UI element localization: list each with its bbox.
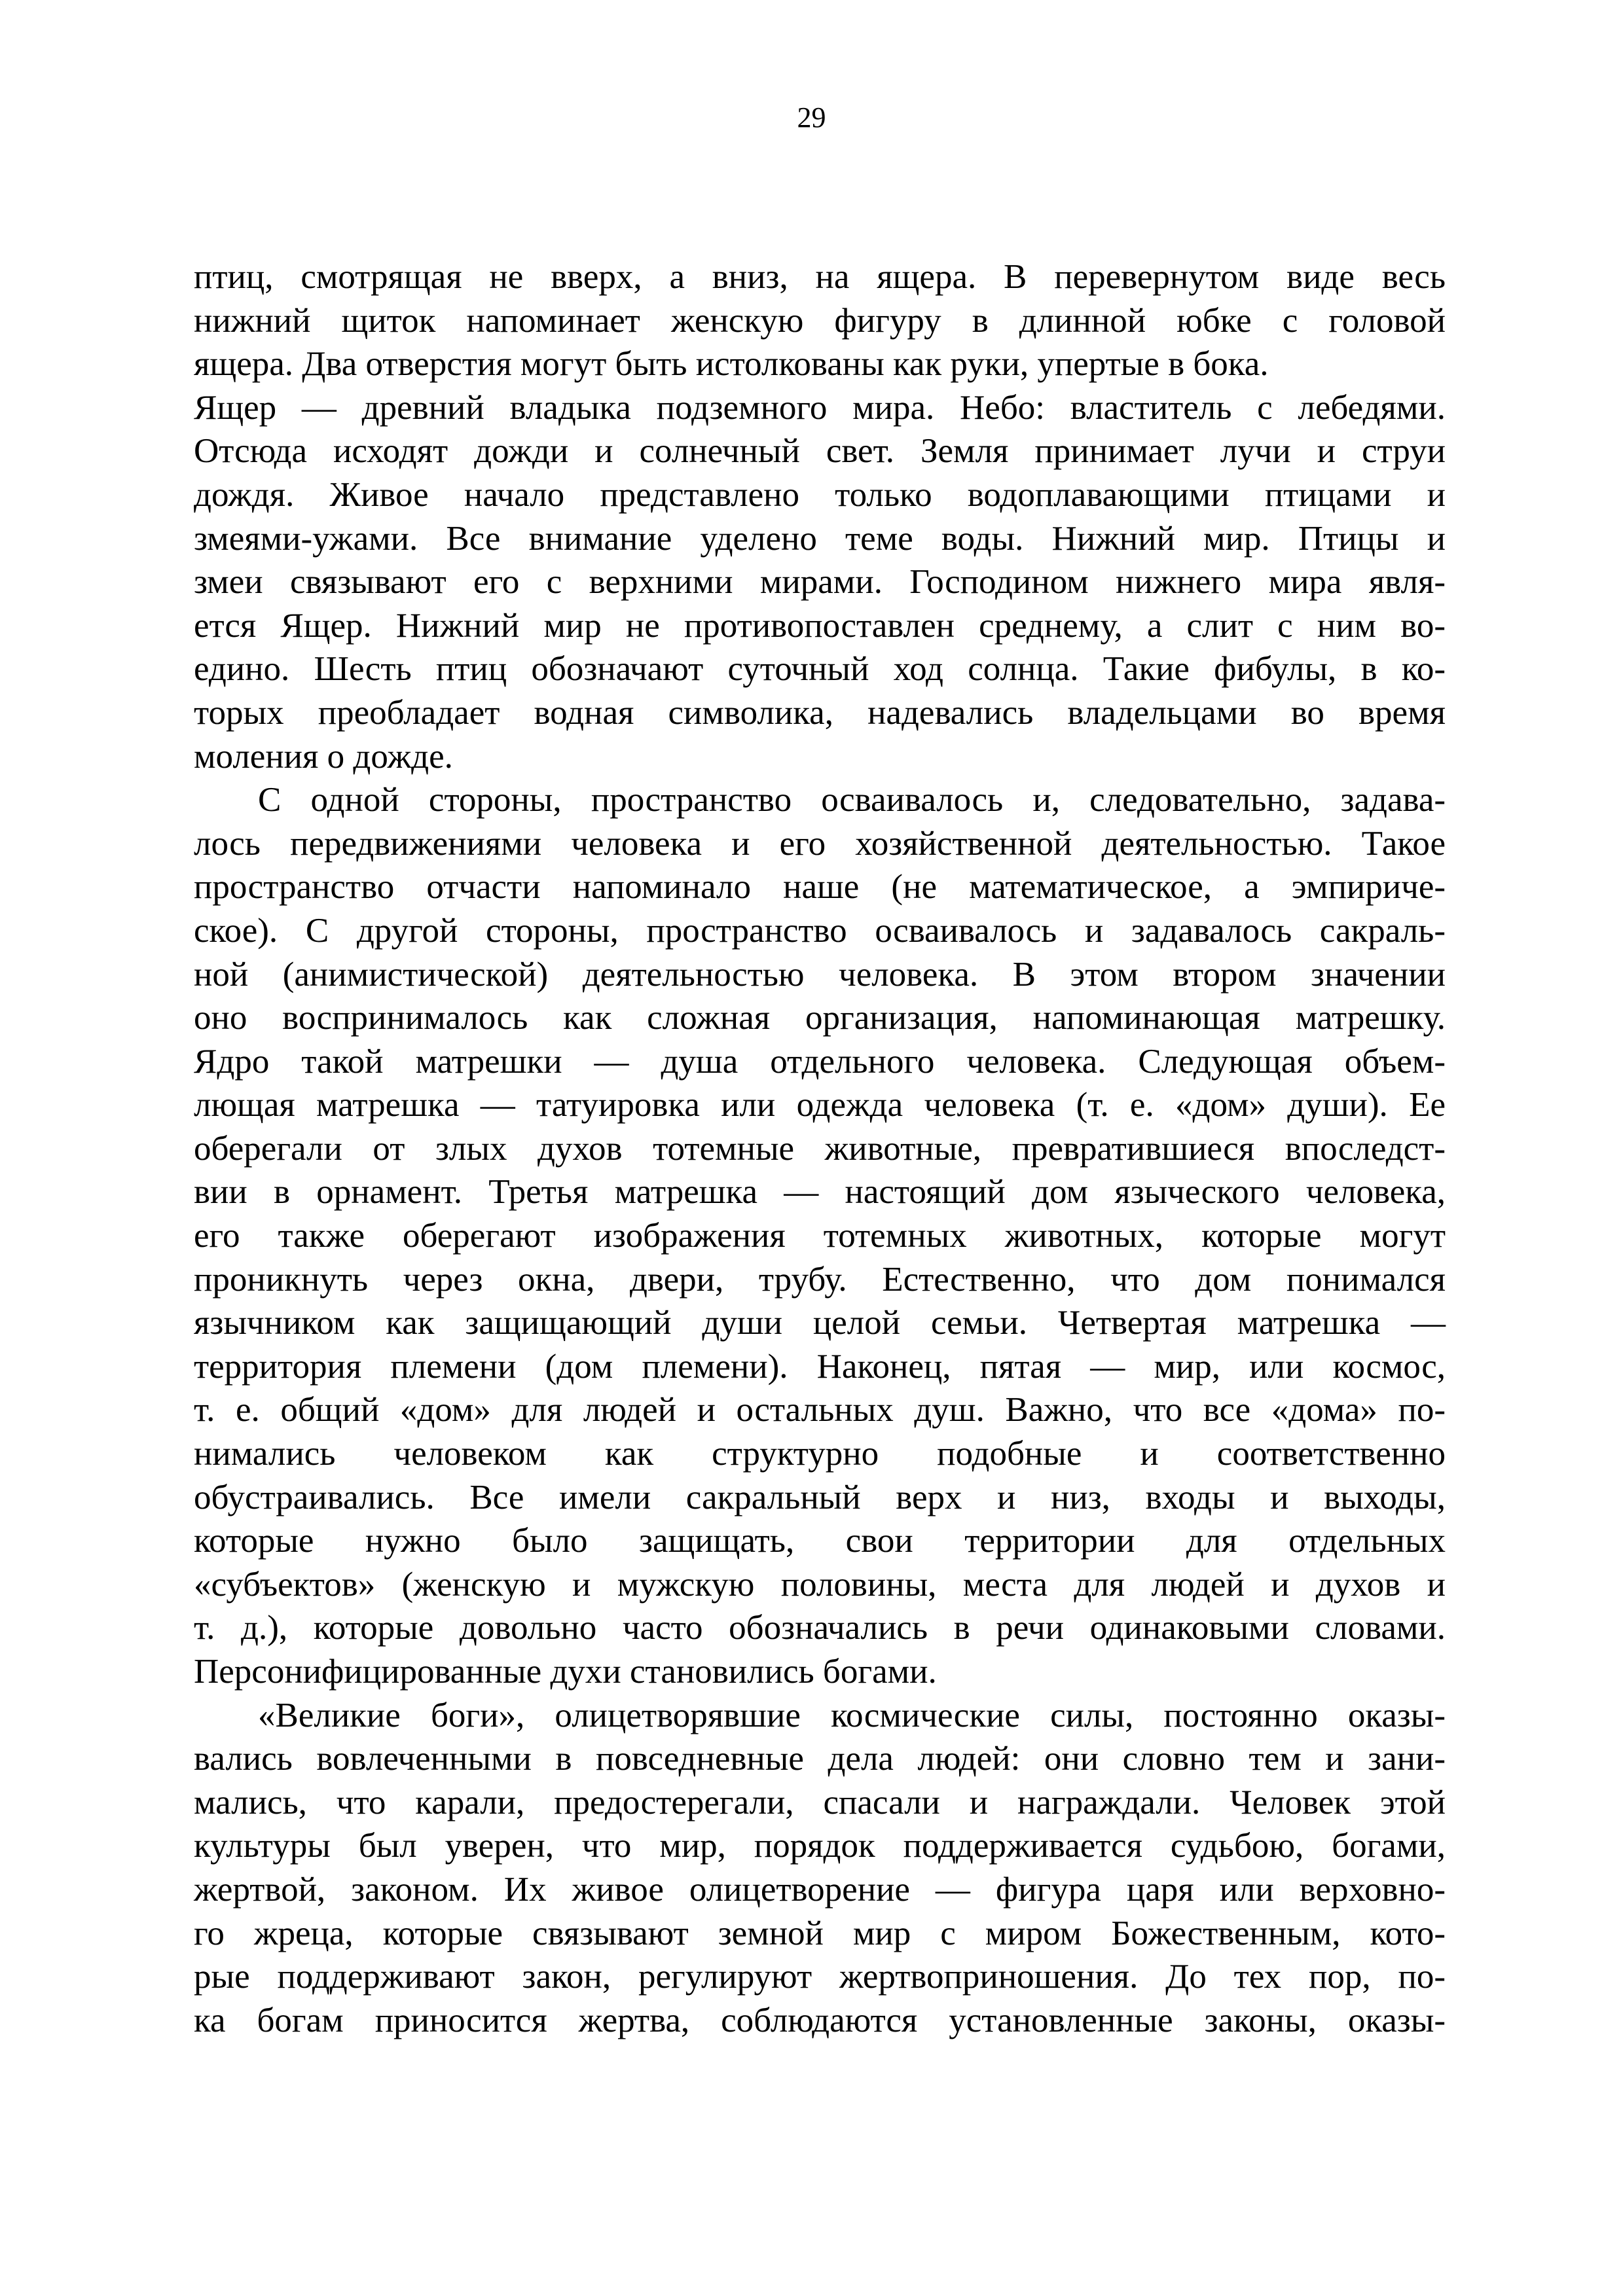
text-line: территория племени (дом племени). Наконец, пятая — мир, или космос, [194, 1347, 1446, 1386]
text-line: лющая матрешка — татуировка или одежда человека (т. е. «дом» души). Ее [194, 1086, 1446, 1124]
text-line: язычником как защищающий души целой семьи. Четвертая матрешка — [194, 1304, 1446, 1342]
text-line: пространство отчасти напоминало наше (не математическое, а эмпириче- [194, 868, 1446, 906]
text-line: вались вовлеченными в повседневные дела людей: они словно тем и зани- [194, 1740, 1446, 1778]
text-line: ящера. Два отверстия могут быть истолкованы как руки, упертые в бока. [194, 345, 1269, 384]
text-line: ка богам приносится жертва, соблюдаются установленные законы, оказы- [194, 2001, 1446, 2039]
text-line: едино. Шесть птиц обозначают суточный ход солнца. Такие фибулы, в ко- [194, 650, 1446, 689]
text-line: торых преобладает водная символика, надевались владельцами во время [194, 693, 1446, 732]
text-line: ское). С другой стороны, пространство осваивалось и задавалось сакраль- [194, 911, 1446, 950]
text-line: его также оберегают изображения тотемных животных, которые могут [194, 1217, 1446, 1255]
text-line: «субъектов» (женскую и мужскую половины, места для людей и духов и [194, 1565, 1446, 1604]
text-line: птиц, смотрящая не вверх, а вниз, на ящера. В перевернутом виде весь [194, 258, 1446, 296]
text-line: го жреца, которые связывают земной мир с миром Божественным, кото- [194, 1914, 1446, 1952]
text-line: культуры был уверен, что мир, порядок поддерживается судьбою, богами, [194, 1827, 1446, 1865]
body-text [194, 255, 1446, 2042]
text-line: моления о дожде. [194, 737, 453, 776]
text-line: ной (анимистической) деятельностью человека. В этом втором значении [194, 955, 1446, 994]
text-line: Ядро такой матрешки — душа отдельного человека. Следующая объем- [194, 1042, 1446, 1081]
text-line: Персонифицированные духи становились богами. [194, 1653, 937, 1691]
text-line: Отсюда исходят дожди и солнечный свет. Земля принимает лучи и струи [194, 432, 1446, 471]
text-line: Ящер — древний владыка подземного мира. Небо: властитель с лебедями. [194, 388, 1446, 427]
text-line: змеи связывают его с верхними мирами. Господином нижнего мира явля- [194, 563, 1446, 601]
text-line: оберегали от злых духов тотемные животные, превратившиеся впоследст- [194, 1129, 1446, 1168]
text-line: обустраивались. Все имели сакральный верх и низ, входы и выходы, [194, 1478, 1446, 1516]
text-line: ется Ящер. Нижний мир не противопоставлен среднему, а слит с ним во- [194, 606, 1446, 645]
text-line: т. д.), которые довольно часто обозначались в речи одинаковыми словами. [194, 1609, 1446, 1647]
text-line: рые поддерживают закон, регулируют жертвоприношения. До тех пор, по- [194, 1958, 1446, 1996]
text-line: дождя. Живое начало представлено только водоплавающими птицами и [194, 475, 1446, 514]
text-line: т. е. общий «дом» для людей и остальных душ. Важно, что все «дома» по- [194, 1391, 1446, 1429]
text-line: змеями-ужами. Все внимание уделено теме воды. Нижний мир. Птицы и [194, 519, 1446, 558]
page-number: 29 [797, 101, 826, 134]
text-line: С одной стороны, пространство осваивалось и, следовательно, задава- [258, 781, 1446, 819]
text-line: мались, что карали, предостерегали, спасали и награждали. Человек этой [194, 1783, 1446, 1821]
text-line: нижний щиток напоминает женскую фигуру в длинной юбке с головой [194, 301, 1446, 340]
text-line: «Великие боги», олицетворявшие космические силы, постоянно оказы- [258, 1696, 1446, 1734]
text-line: оно воспринималось как сложная организация, напоминающая матрешку. [194, 999, 1446, 1037]
text-line: жертвой, законом. Их живое олицетворение — фигура царя или верховно- [194, 1870, 1446, 1909]
text-line: вии в орнамент. Третья матрешка — настоящий дом языческого человека, [194, 1173, 1446, 1211]
text-line: нимались человеком как структурно подобные и соответственно [194, 1435, 1446, 1473]
text-line: которые нужно было защищать, свои территории для отдельных [194, 1522, 1446, 1560]
text-line: проникнуть через окна, двери, трубу. Естественно, что дом понимался [194, 1260, 1446, 1299]
text-line: лось передвижениями человека и его хозяйственной деятельностью. Такое [194, 824, 1446, 863]
